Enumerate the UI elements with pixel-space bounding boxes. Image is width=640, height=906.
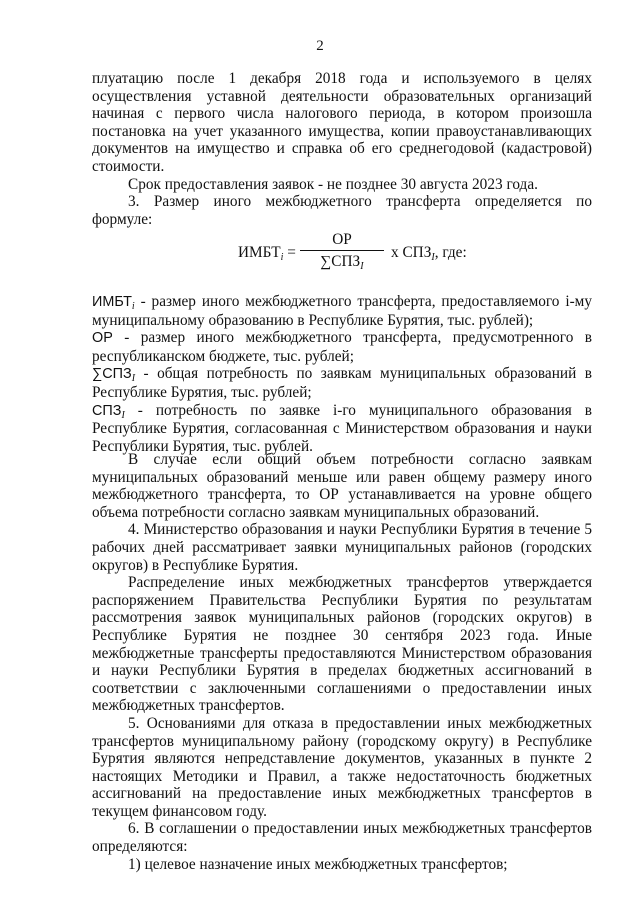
paragraph-total-demand: В случае если общий объем потребности согласно заявкам муниципальных образований меньше или равен общему размеру иного межбюджетного трансферта, то ОР устанавливается на уровне общего объема потребности согласно заявкам муниципальных образований. — [92, 451, 592, 521]
definition-term: ОР — [92, 330, 113, 347]
formula-denominator — [296, 253, 388, 271]
definitions-block — [92, 293, 592, 455]
formula-multiplier-subscript: I — [431, 252, 435, 263]
top-text-block — [92, 70, 592, 228]
definition-text: - размер иного межбюджетного трансферта, предусмотренного в республиканском бюджете, тыс. рублей; — [92, 329, 592, 365]
definition-term: ИМБТ — [92, 294, 132, 310]
paragraph-distribution: Распределение иных межбюджетных трансфертов утверждается распоряжением Правительства Республики Бурятия по результатам рассмотрения заявок муниципальных районов (городских округов) в Республике Бурятия не позднее 30 сентября 2023 года. Иные межбюджетные трансферты предоставляются Министерством образования и науки Республики Бурятия в пределах бюджетных ассигнований в соответствии с заключенными соглашениями о предоставлении иных межбюджетных трансфертов. — [92, 574, 592, 715]
paragraph-formula-intro: 3. Размер иного межбюджетного трансферта определяется по формуле: — [92, 193, 592, 228]
paragraph-item-5: 5. Основаниями для отказа в предоставлении иных межбюджетных трансфертов муниципальному району (городскому округу) в Республике Бурятия являются непредставление документов, указанных в пункте 2 настоящих Методики и Правил, а также недостаточность бюджетных ассигнований на предоставление иных межбюджетных трансфертов в текущем финансовом году. — [92, 714, 592, 820]
page-number: 2 — [316, 38, 324, 54]
definition-text: - размер иного межбюджетного трансферта, предоставляемого i-му муниципальному образованию в Республике Бурятия, тыс. рублей); — [92, 293, 592, 329]
paragraph-deadline: Срок предоставления заявок - не позднее 30 августа 2023 года. — [128, 175, 538, 193]
definition-term-subscript: I — [121, 409, 125, 421]
definition-imbt — [92, 293, 592, 329]
formula-denominator-term: ∑СПЗ — [320, 253, 361, 270]
formula-denominator-subscript: I — [360, 261, 364, 272]
formula-equals: = — [287, 244, 296, 261]
definition-text: - общая потребность по заявкам муниципальных образований в Республике Бурятия, тыс. рублей; — [92, 365, 592, 401]
formula-lhs-term: ИМБТ — [238, 244, 281, 261]
definition-or — [92, 329, 592, 365]
formula-numerator: ОР — [332, 231, 352, 248]
paragraph-item-4: 4. Министерство образования и науки Республики Бурятия в течение 5 рабочих дней рассматривает заявки муниципальных районов (городских округов) в Республике Бурятия. — [92, 521, 592, 574]
definition-sum-spz — [92, 365, 592, 401]
paragraph-item-6-1: 1) целевое назначение иных межбюджетных трансфертов; — [128, 855, 508, 873]
definition-term: СПЗ — [92, 402, 122, 419]
definition-term: ∑СПЗ — [92, 366, 132, 383]
formula-multiplier: х СПЗ — [391, 244, 432, 261]
transfer-formula — [238, 231, 558, 275]
bottom-text-block — [92, 451, 592, 873]
formula-lhs — [238, 244, 296, 262]
definition-spz — [92, 402, 592, 456]
definition-term-subscript: I — [131, 373, 136, 385]
formula-suffix: , где: — [434, 244, 467, 261]
formula-lhs-subscript: i — [280, 252, 284, 263]
fraction-bar — [300, 250, 384, 251]
formula-fraction — [296, 231, 388, 271]
paragraph-property-exploitation: плуатацию после 1 декабря 2018 года и используемого в целях осуществления уставной деятельности образовательных организаций начиная с первого числа налогового периода, в котором произошла постановка на учет указанного имущества, копии правоустанавливающих документов на имущество и справка об его среднегодовой (кадастровой) стоимости. — [92, 70, 592, 175]
definition-text: - потребность по заявке i-го муниципального образования в Республике Бурятия, согласованная с Министерством образования и науки Республики Бурятия, тыс. рублей. — [92, 401, 592, 455]
paragraph-item-6: 6. В соглашении о предоставлении иных межбюджетных трансфертов определяются: — [92, 820, 592, 856]
definition-term-subscript: i — [131, 301, 135, 312]
formula-rhs — [391, 244, 467, 262]
